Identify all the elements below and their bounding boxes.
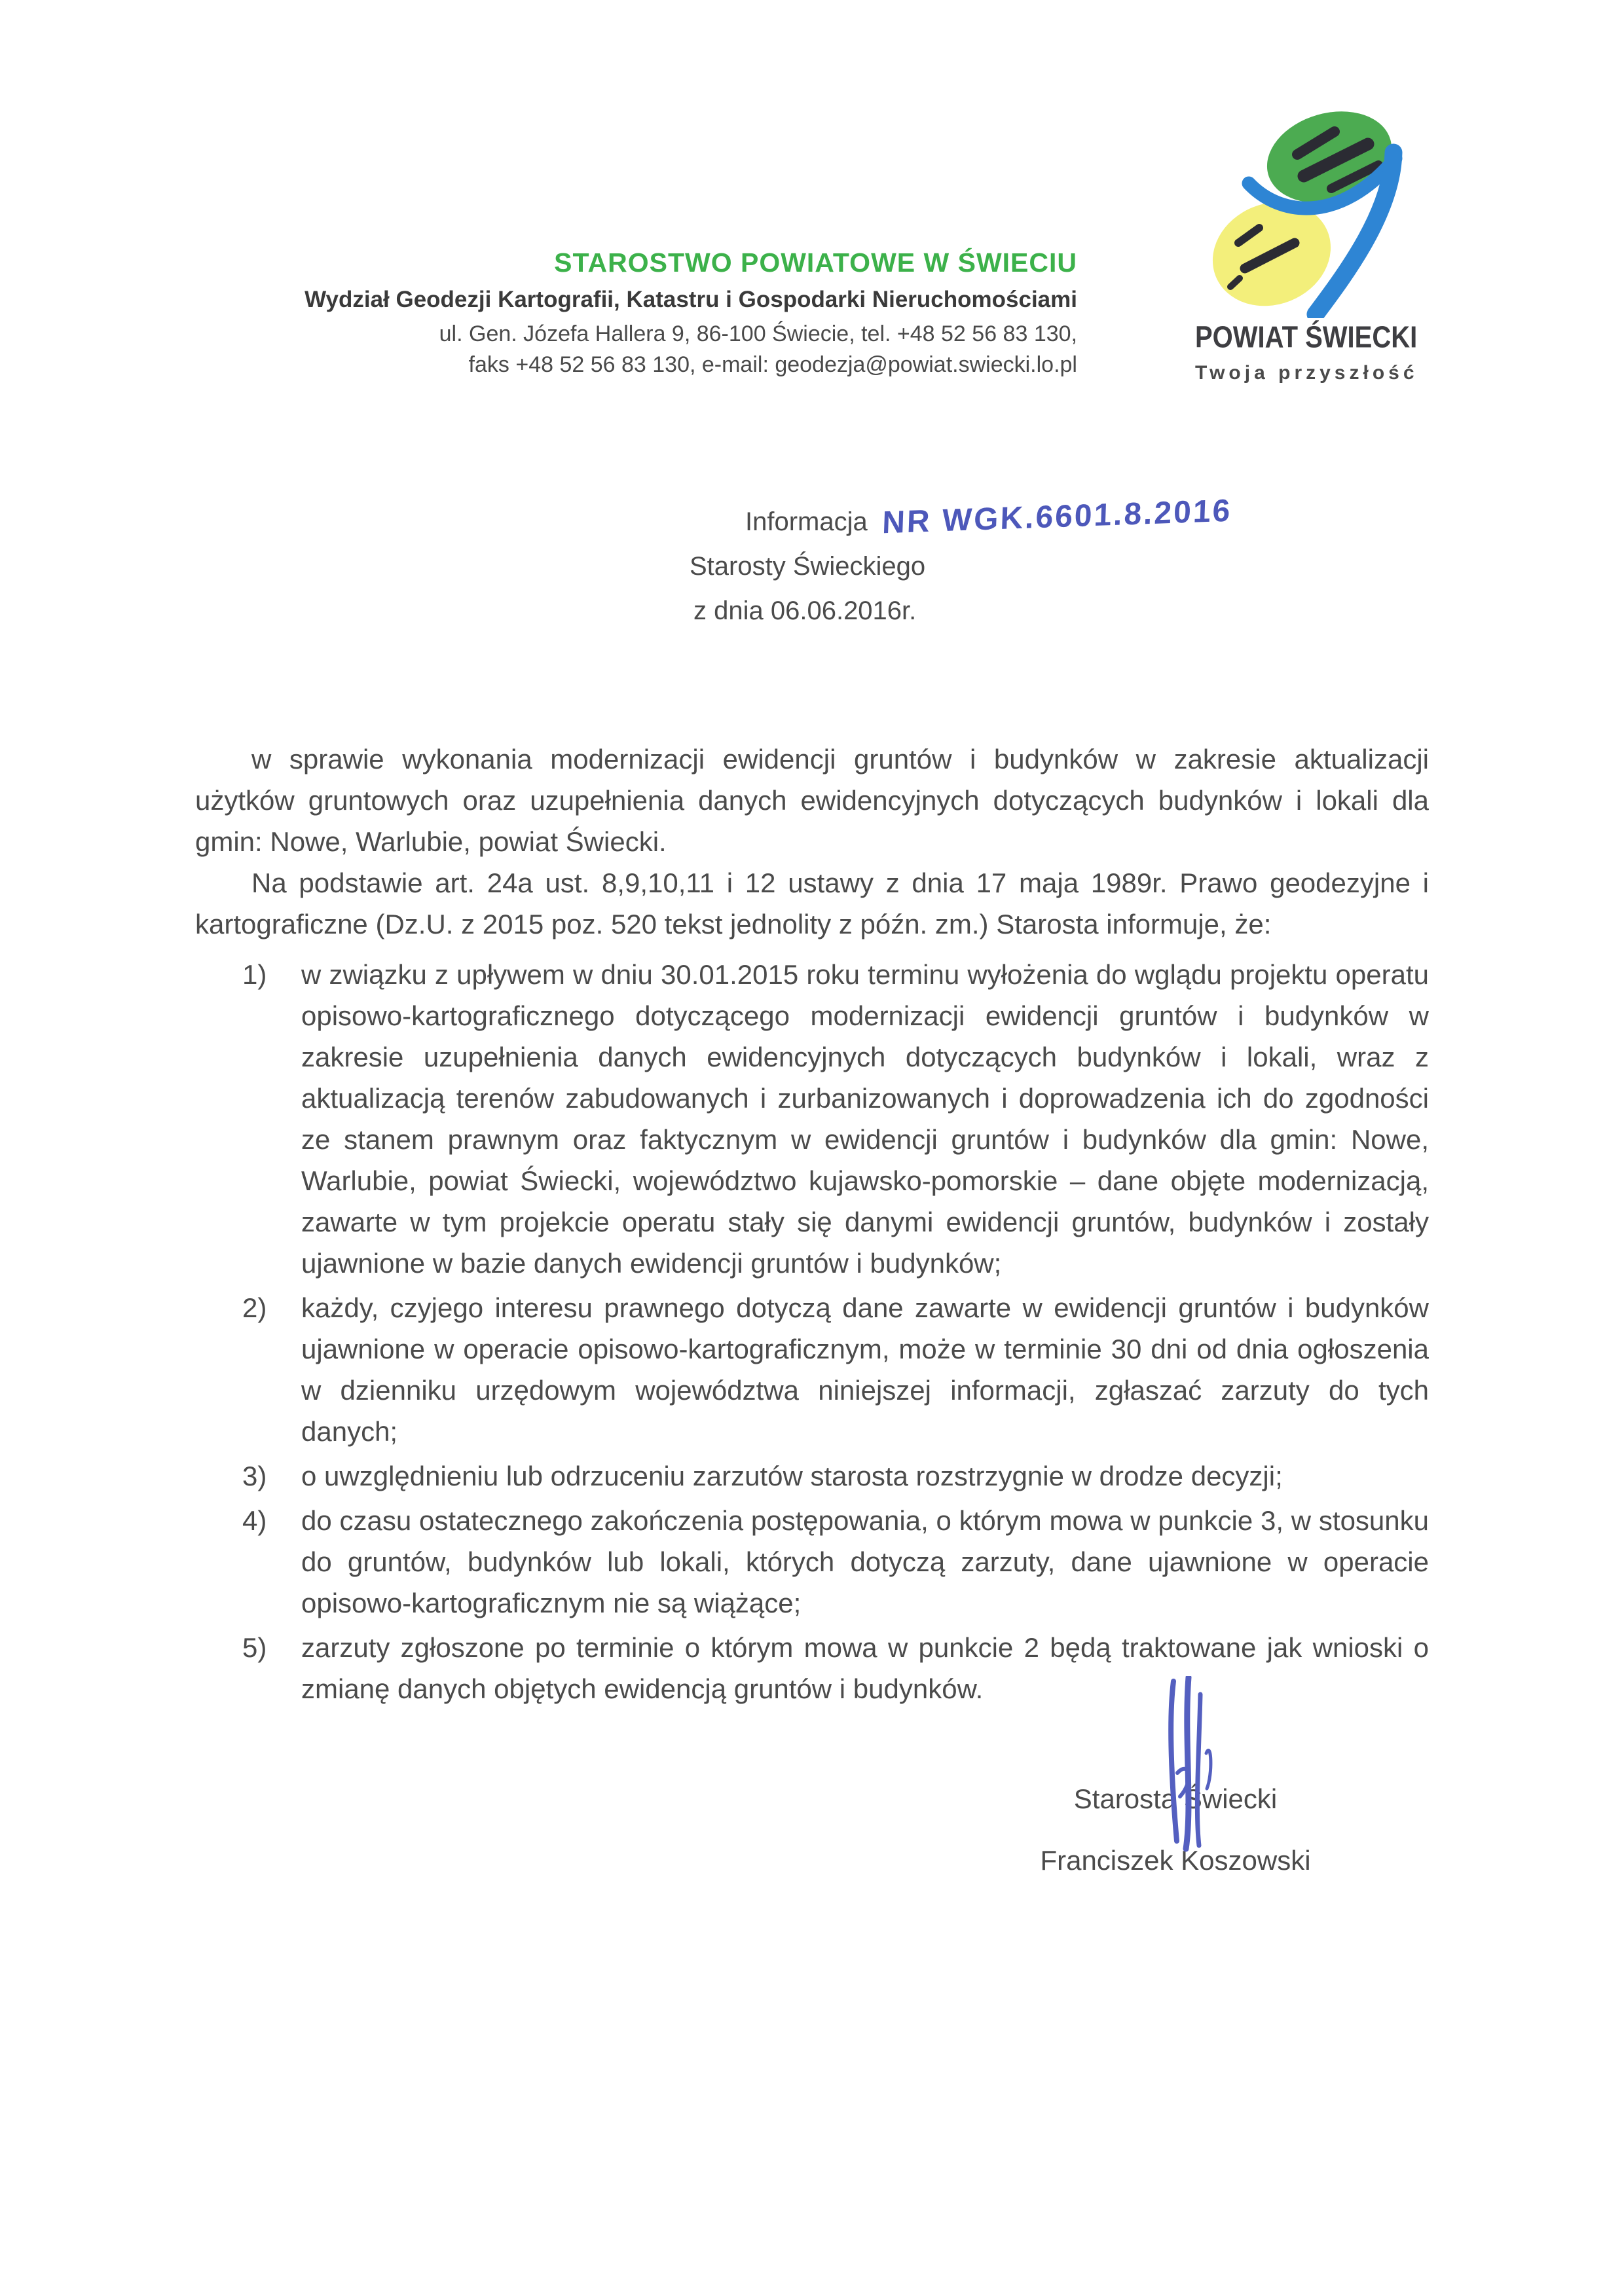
numbered-list xyxy=(195,954,1429,1709)
list-item xyxy=(195,1627,1429,1709)
list-item-text: w związku z upływem w dniu 30.01.2015 roku terminu wyłożenia do wglądu projektu operatu opisowo-kartograficznego dotyczącego modernizacji ewidencji gruntów i budynków w zakresie uzupełnienia danych ewidencyjnych dotyczących budynków i lokali, wraz z aktualizacją terenów zabudowanych i zurbanizowanych i doprowadzenia ich do zgodności ze stanem prawnym oraz faktycznym w ewidencji gruntów i budynków dla gmin: Nowe, Warlubie, powiat Świecki, województwo kujawsko-pomorskie – dane objęte modernizacją, zawarte w tym projekcie operatu stały się danymi ewidencji gruntów, budynków i zostały ujawnione w bazie danych ewidencji gruntów i budynków; xyxy=(301,959,1429,1279)
handwritten-reference-number: NR WGK.6601.8.2016 xyxy=(881,493,1232,541)
list-item-text: zarzuty zgłoszone po terminie o którym mowa w punkcie 2 będą traktowane jak wnioski o zmianę danych objętych ewidencją gruntów i budynków. xyxy=(301,1632,1429,1704)
powiat-swiecki-logo-graphic xyxy=(1175,90,1464,318)
list-item-number: 1) xyxy=(242,959,267,990)
logo-name-text: POWIAT ŚWIECKI xyxy=(1195,321,1418,354)
letter-body xyxy=(195,738,1429,1709)
list-item-number: 3) xyxy=(242,1461,267,1491)
address-line-2: faks +48 52 56 83 130, e-mail: geodezja@powiat.swiecki.lo.pl xyxy=(468,352,1077,377)
list-item xyxy=(195,1287,1429,1452)
document-type-label: Informacja xyxy=(745,507,868,536)
organization-name: STAROSTWO POWIATOWE W ŚWIECIU xyxy=(554,247,1077,278)
document-heading xyxy=(0,493,1624,646)
letterhead xyxy=(255,247,1077,380)
signer-name: Franciszek Koszowski xyxy=(1040,1845,1311,1876)
address-line-1: ul. Gen. Józefa Hallera 9, 86-100 Świecie, tel. +48 52 56 83 130, xyxy=(439,321,1077,346)
document-type-line xyxy=(745,493,1232,541)
document-date: z dnia 06.06.2016r. xyxy=(693,596,917,625)
handwritten-signature xyxy=(1159,1676,1221,1863)
list-item-text: każdy, czyjego interesu prawnego dotyczą dane zawarte w ewidencji gruntów i budynków ujawnione w operacie opisowo-kartograficznym, może w terminie 30 dni od dnia ogłoszenia w dzienniku urzędowym województwa niniejszej informacji, zgłaszać zarzuty do tych danych; xyxy=(301,1292,1429,1447)
list-item-number: 4) xyxy=(242,1505,267,1536)
subject-paragraph: w sprawie wykonania modernizacji ewidencji gruntów i budynków w zakresie aktualizacji użytków gruntowych oraz uzupełnienia danych ewidencyjnych dotyczących budynków i lokali dla gmin: Nowe, Warlubie, powiat Świecki. xyxy=(195,744,1429,857)
signer-title: Starosta Świecki xyxy=(1073,1783,1278,1814)
list-item-text: o uwzględnieniu lub odrzuceniu zarzutów starosta rozstrzygnie w drodze decyzji; xyxy=(301,1461,1283,1491)
logo-slogan-text: Twoja przyszłość xyxy=(1195,362,1418,384)
legal-basis-paragraph: Na podstawie art. 24a ust. 8,9,10,11 i 12 ustawy z dnia 17 maja 1989r. Prawo geodezyjne i kartograficzne (Dz.U. z 2015 poz. 520 tekst jednolity z późn. zm.) Starosta informuje, że: xyxy=(195,867,1429,939)
list-item xyxy=(195,1455,1429,1497)
department-name: Wydział Geodezji Kartografii, Katastru i Gospodarki Nieruchomościami xyxy=(304,287,1077,312)
list-item xyxy=(195,954,1429,1284)
list-item xyxy=(195,1500,1429,1624)
list-item-text: do czasu ostatecznego zakończenia postępowania, o którym mowa w punkcie 3, w stosunku do gruntów, budynków lub lokali, których dotyczą zarzuty, dane ujawnione w operacie opisowo-kartograficznym nie są wiążące; xyxy=(301,1505,1429,1618)
powiat-swiecki-logo xyxy=(1175,90,1464,384)
document-issuer: Starosty Świeckiego xyxy=(690,552,926,581)
list-item-number: 5) xyxy=(242,1632,267,1663)
list-item-number: 2) xyxy=(242,1292,267,1323)
